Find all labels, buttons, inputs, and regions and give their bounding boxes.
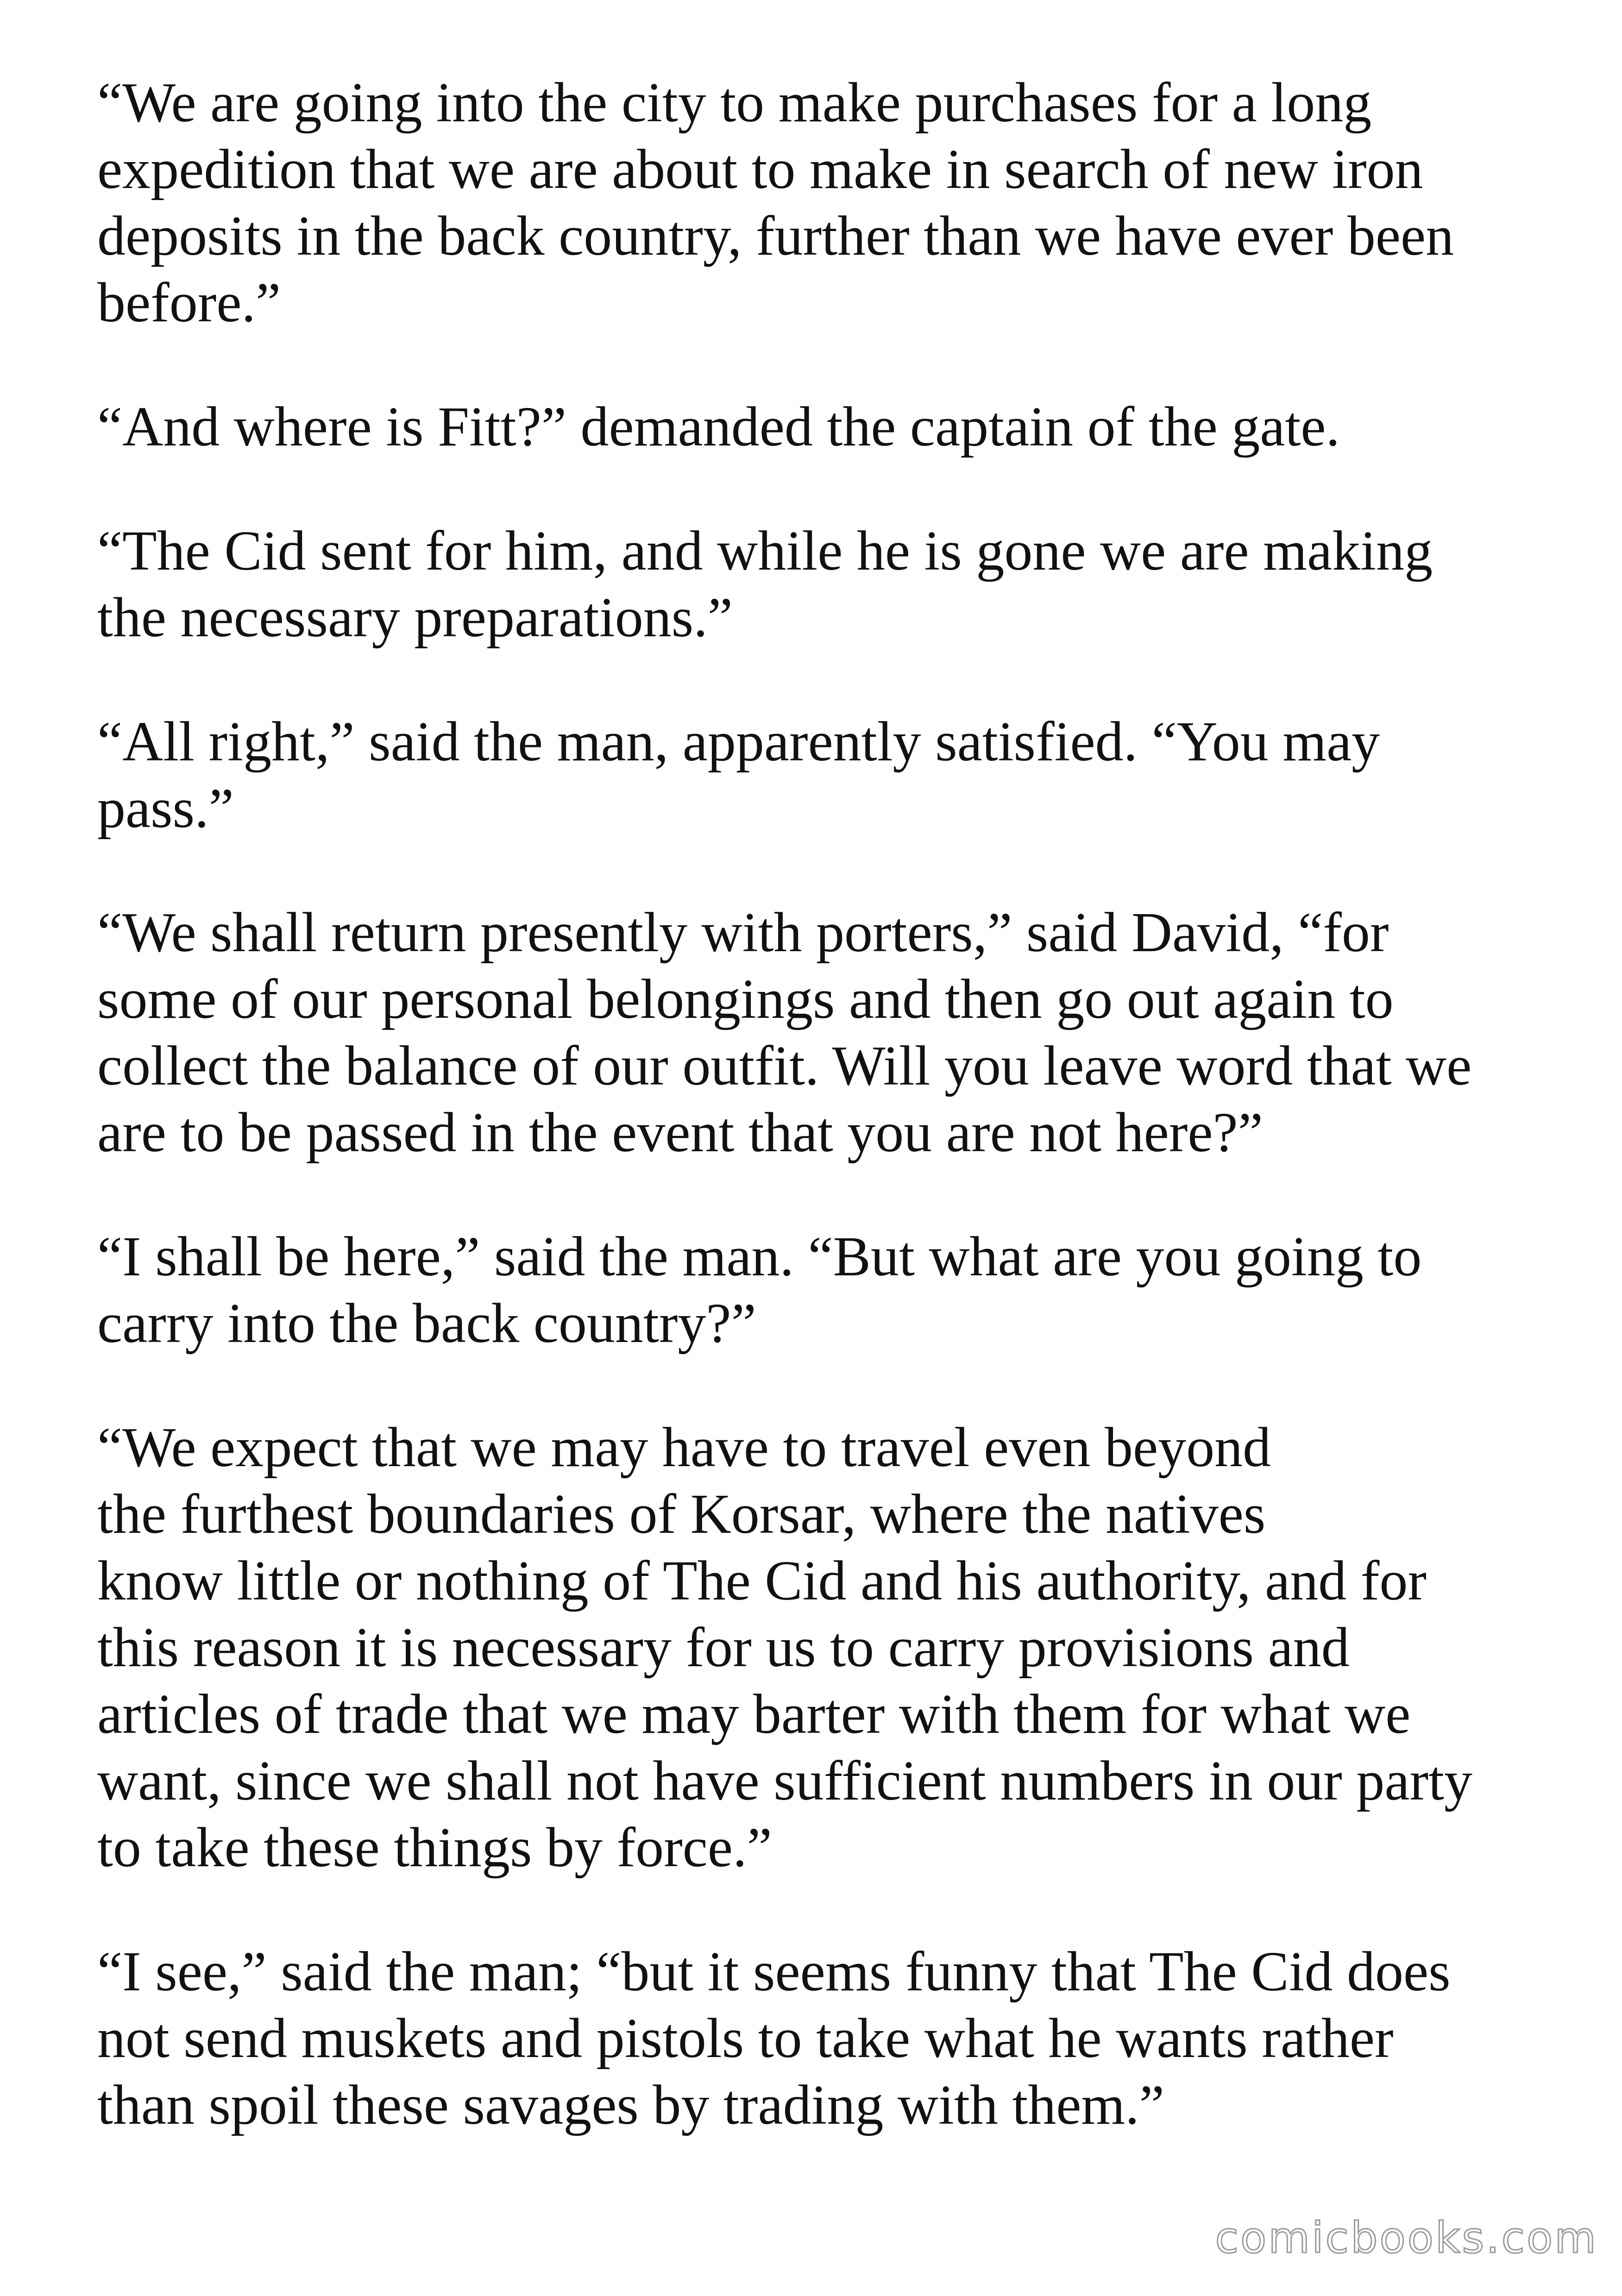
text-line: are to be passed in the event that you are not here?” [97, 1101, 1263, 1164]
paragraph-7 [97, 1414, 1552, 1881]
text-line: the necessary preparations.” [97, 586, 733, 649]
text-line: “The Cid sent for him, and while he is gone we are making [97, 520, 1433, 582]
text-line: “We expect that we may have to travel even beyond [97, 1416, 1271, 1479]
paragraph-1 [97, 69, 1552, 336]
paragraph-2 [97, 394, 1552, 460]
text-line: articles of trade that we may barter with them for what we [97, 1683, 1411, 1745]
watermark: comicbooks.com [1215, 2213, 1598, 2263]
text-line: to take these things by force.” [97, 1816, 772, 1879]
text-line: “All right,” said the man, apparently satisfied. “You may [97, 710, 1380, 773]
text-line: not send muskets and pistols to take what he wants rather [97, 2007, 1394, 2070]
text-line: some of our personal belongings and then go out again to [97, 968, 1394, 1030]
story-text [97, 69, 1552, 2196]
text-line: pass.” [97, 777, 234, 840]
text-line: “We are going into the city to make purchases for a long [97, 71, 1372, 134]
text-line: want, since we shall not have sufficient numbers in our party [97, 1750, 1473, 1812]
text-line: before.” [97, 271, 281, 334]
text-line: know little or nothing of The Cid and his authority, and for [97, 1549, 1427, 1612]
text-line: “And where is Fitt?” demanded the captain of the gate. [97, 395, 1340, 458]
text-line: than spoil these savages by trading with them.” [97, 2074, 1164, 2136]
paragraph-4 [97, 709, 1552, 842]
text-line: “I shall be here,” said the man. “But what are you going to [97, 1225, 1422, 1288]
paragraph-5 [97, 899, 1552, 1166]
paragraph-6 [97, 1223, 1552, 1357]
text-line: collect the balance of our outfit. Will you leave word that we [97, 1035, 1472, 1097]
text-line: deposits in the back country, further than we have ever been [97, 205, 1454, 267]
text-line: “We shall return presently with porters,” said David, “for [97, 901, 1389, 964]
text-line: carry into the back country?” [97, 1292, 756, 1355]
text-line: expedition that we are about to make in search of new iron [97, 138, 1423, 201]
text-line: the furthest boundaries of Korsar, where the natives [97, 1483, 1266, 1545]
paragraph-8 [97, 1938, 1552, 2139]
text-line: this reason it is necessary for us to carry provisions and [97, 1616, 1350, 1679]
paragraph-3 [97, 518, 1552, 651]
text-line: “I see,” said the man; “but it seems funny that The Cid does [97, 1940, 1451, 2003]
